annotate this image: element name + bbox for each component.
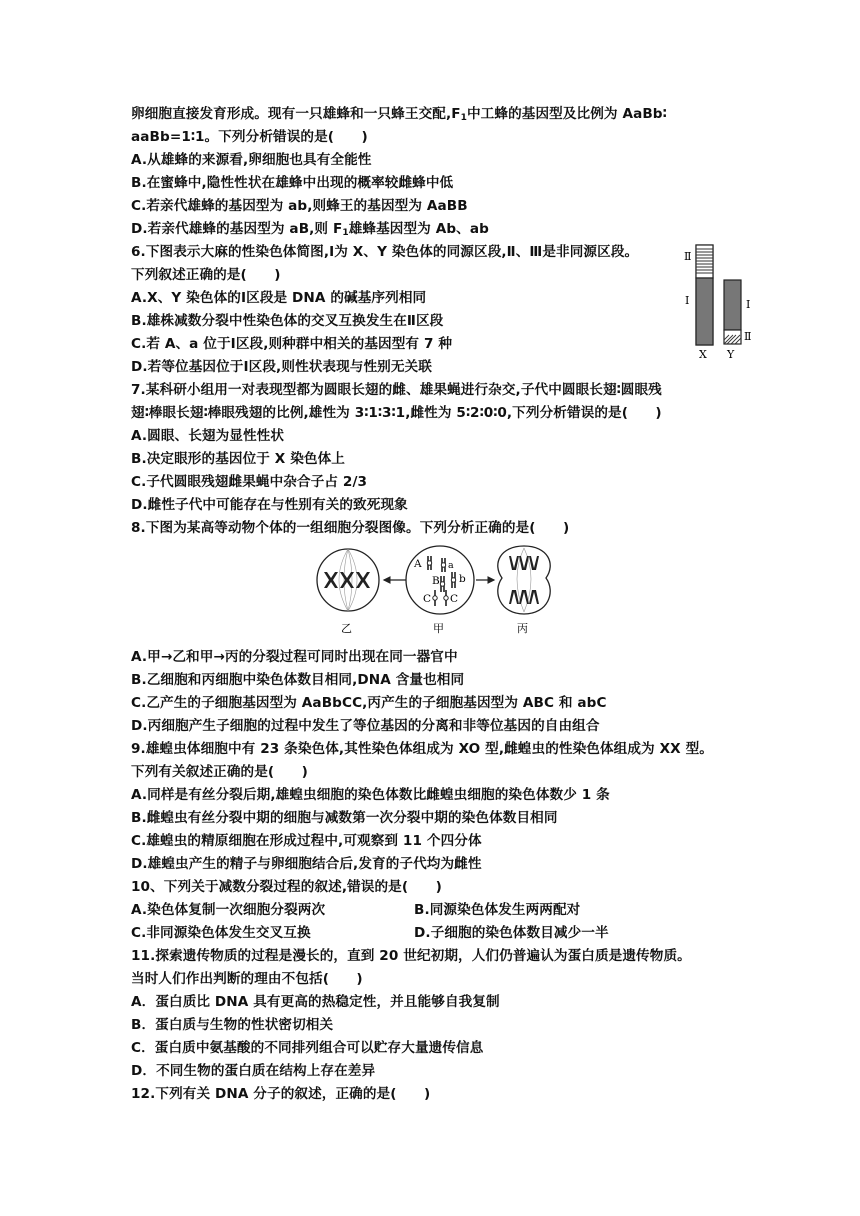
label-jia: 甲 xyxy=(433,622,444,635)
gene-A: A xyxy=(414,558,422,570)
q6-option-d: D.若等位基因位于Ⅰ区段,则性状表现与性别无关联 xyxy=(131,359,432,375)
label-ii-top: Ⅱ xyxy=(684,250,692,263)
q9-option-b: B.雌蝗虫有丝分裂中期的细胞与减数第一次分裂中期的染色体数目相同 xyxy=(131,810,558,826)
q7-option-a: A.圆眼、长翅为显性性状 xyxy=(131,428,285,444)
q10-option-c: C.非同源染色体发生交叉互换 xyxy=(131,925,311,941)
y-chromosome xyxy=(724,280,741,344)
q6-stem-line1: 6.下图表示大麻的性染色体简图,Ⅰ为 X、Y 染色体的同源区段,Ⅱ、Ⅲ是非同源区段。 xyxy=(131,244,639,260)
q10-option-a: A.染色体复制一次细胞分裂两次 xyxy=(131,902,326,918)
q10-option-b: B.同源染色体发生两两配对 xyxy=(414,902,581,918)
cell-yi xyxy=(317,549,379,611)
q6-option-c: C.若 A、a 位于Ⅰ区段,则种群中相关的基因型有 7 种 xyxy=(131,336,453,352)
q7-stem-line1: 7.某科研小组用一对表现型都为圆眼长翅的雌、雄果蝇进行杂交,子代中圆眼长翅∶圆眼残 xyxy=(131,382,662,398)
q6-option-b: B.雄株减数分裂中性染色体的交叉互换发生在Ⅱ区段 xyxy=(131,313,444,329)
q11-option-c: C．蛋白质中氨基酸的不同排列组合可以贮存大量遗传信息 xyxy=(131,1040,484,1056)
label-i-left: Ⅰ xyxy=(685,294,690,307)
cell-division-diagram xyxy=(310,538,560,638)
gene-C-left: C xyxy=(423,593,432,605)
q11-option-d: D．不同生物的蛋白质在结构上存在差异 xyxy=(131,1063,376,1079)
q9-option-a: A.同样是有丝分裂后期,雄蝗虫细胞的染色体数比雌蝗虫细胞的染色体数少 1 条 xyxy=(131,787,610,803)
q5-stem-line1 xyxy=(131,104,667,128)
q5-option-a: A.从雄蜂的来源看,卵细胞也具有全能性 xyxy=(131,152,372,168)
label-yi: 乙 xyxy=(341,622,352,635)
q11-option-a: A．蛋白质比 DNA 具有更高的热稳定性，并且能够自我复制 xyxy=(131,994,500,1010)
q8-option-c: C.乙产生的子细胞基因型为 AaBbCC,丙产生的子细胞基因型为 ABC 和 abC xyxy=(131,695,607,711)
q10-stem: 10、下列关于减数分裂过程的叙述,错误的是( ) xyxy=(131,879,442,895)
q5-subscript: 1 xyxy=(460,113,467,123)
cell-jia xyxy=(406,546,474,614)
q5-option-d xyxy=(131,219,489,243)
q5-option-d-text-a: D.若亲代雄蜂的基因型为 aB,则 F xyxy=(131,221,343,237)
cell-bing xyxy=(498,546,550,614)
q5-option-c: C.若亲代雄蜂的基因型为 ab,则蜂王的基因型为 AaBB xyxy=(131,198,468,214)
label-ii-right: Ⅱ xyxy=(744,330,752,343)
gene-C-right: C xyxy=(450,593,459,605)
sex-chromosome-diagram xyxy=(682,242,762,362)
q6-stem-line2: 下列叙述正确的是( ) xyxy=(131,267,281,283)
q12-stem: 12.下列有关 DNA 分子的叙述，正确的是( ) xyxy=(131,1086,431,1102)
label-y: Y xyxy=(727,348,735,361)
label-bing: 丙 xyxy=(517,622,528,635)
q11-stem-line1: 11.探索遗传物质的过程是漫长的，直到 20 世纪初期，人们仍普遍认为蛋白质是遗传物质。 xyxy=(131,948,691,964)
q9-option-c: C.雄蝗虫的精原细胞在形成过程中,可观察到 11 个四分体 xyxy=(131,833,482,849)
q7-stem-line2: 翅∶棒眼长翅∶棒眼残翅的比例,雄性为 3∶1∶3∶1,雌性为 5∶2∶0∶0,下列分析错误的是( ) xyxy=(131,405,662,421)
q11-option-b: B．蛋白质与生物的性状密切相关 xyxy=(131,1017,334,1033)
label-x: X xyxy=(699,348,707,361)
q9-option-d: D.雄蝗虫产生的精子与卵细胞结合后,发育的子代均为雌性 xyxy=(131,856,482,872)
q5-stem-text-b: 中工蜂的基因型及比例为 AaBb∶ xyxy=(466,106,667,122)
q5-option-d-subscript: 1 xyxy=(342,228,349,238)
q7-option-b: B.决定眼形的基因位于 X 染色体上 xyxy=(131,451,345,467)
q8-stem: 8.下图为某高等动物个体的一组细胞分裂图像。下列分析正确的是( ) xyxy=(131,520,570,536)
q7-option-c: C.子代圆眼残翅雌果蝇中杂合子占 2/3 xyxy=(131,474,368,490)
gene-a: a xyxy=(448,560,454,571)
q8-option-b: B.乙细胞和丙细胞中染色体数目相同,DNA 含量也相同 xyxy=(131,672,465,688)
q5-stem-text-a: 卵细胞直接发育形成。现有一只雄蜂和一只蜂王交配,F xyxy=(131,106,461,122)
q5-option-b: B.在蜜蜂中,隐性性状在雄蜂中出现的概率较雌蜂中低 xyxy=(131,175,454,191)
gene-b: b xyxy=(459,573,466,585)
q9-stem-line2: 下列有关叙述正确的是( ) xyxy=(131,764,308,780)
q7-option-d: D.雌性子代中可能存在与性别有关的致死现象 xyxy=(131,497,408,513)
gene-B: B xyxy=(432,575,440,587)
q9-stem-line1: 9.雄蝗虫体细胞中有 23 条染色体,其性染色体组成为 XO 型,雌蝗虫的性染色体组成为 XX 型。 xyxy=(131,741,713,757)
q10-option-d: D.子细胞的染色体数目减少一半 xyxy=(414,925,609,941)
q5-option-d-text-b: 雄蜂基因型为 Ab、ab xyxy=(348,221,489,237)
q11-stem-line2: 当时人们作出判断的理由不包括( ) xyxy=(131,971,363,987)
q8-option-d: D.丙细胞产生子细胞的过程中发生了等位基因的分离和非等位基因的自由组合 xyxy=(131,718,600,734)
label-i-right: Ⅰ xyxy=(746,298,751,311)
q6-option-a: A.X、Y 染色体的Ⅰ区段是 DNA 的碱基序列相同 xyxy=(131,290,427,306)
q5-stem-line2: aaBb=1∶1。下列分析错误的是( ) xyxy=(131,129,368,145)
q8-option-a: A.甲→乙和甲→丙的分裂过程可同时出现在同一器官中 xyxy=(131,649,458,665)
x-chromosome xyxy=(696,245,713,345)
